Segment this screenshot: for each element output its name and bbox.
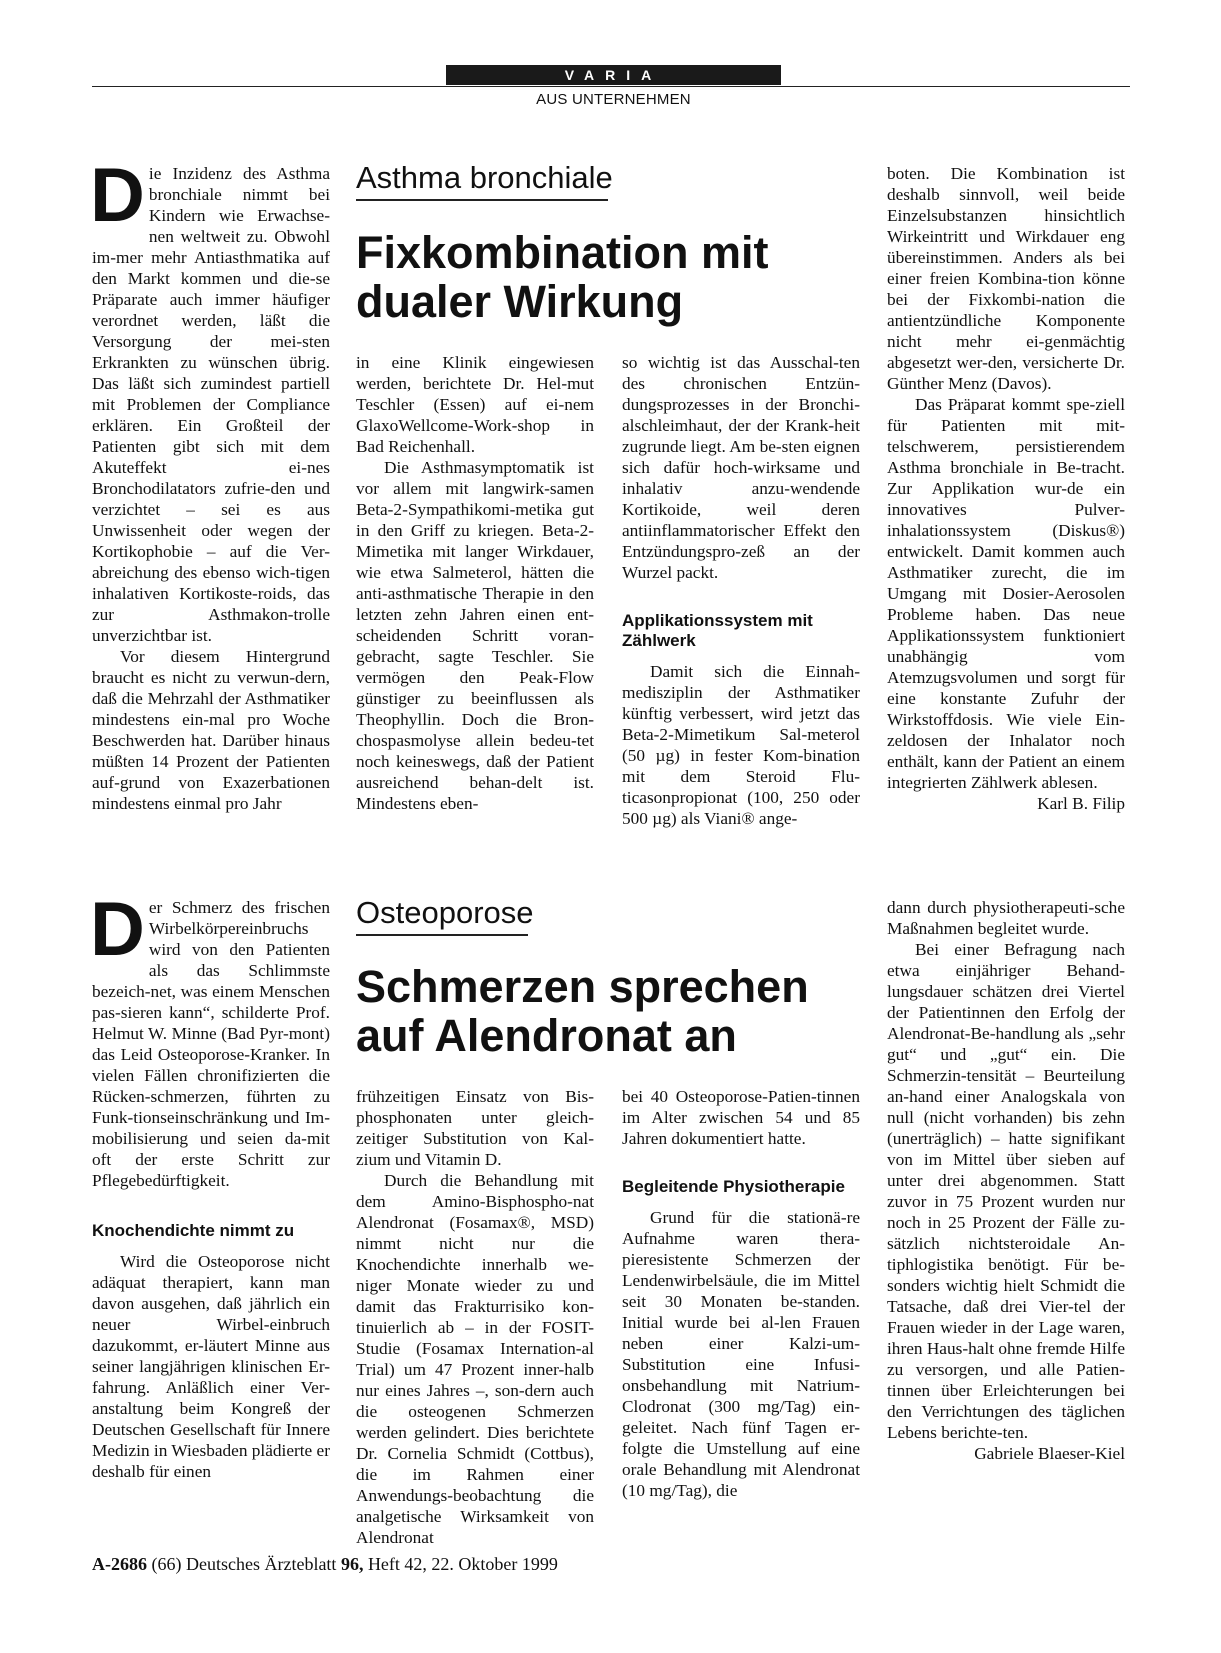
- article1-col2-paragraph2: Die Asthmasymptomatik ist vor allem mit langwirk-samen Beta-2-Sympathikomi-metika gut in den Griff zu kriegen. Beta-2-Mimetika mit langer Wirkdauer, wie etwa Salmeterol, hätten die anti-asthmatische Therapie in den letzten zehn Jahren einen ent-scheidenden Schritt voran-gebracht, sagte Teschler. Sie vermögen den Peak-Flow günstiger zu beeinflussen als Theophyllin. Doch die Bron-chospasmolyse allein bedeu-tet noch keineswegs, daß der Patient ausreichend behan-delt ist. Mindestens eben-: [356, 458, 594, 813]
- article2-subhead: Knochendichte nimmt zu: [92, 1221, 295, 1240]
- article1-col4-text: boten. Die Kombination ist deshalb sinnvoll, weil beide Einzelsubstanzen hinsichtlich Wirkeintritt und Wirkdauer eng übereinstimmen. Anders als bei einer freien Kombina-tion könne bei der Fixkombi-nation die antientzündliche Komponente nicht mehr ei-genmächtig abgesetzt wer-den, versicherte Dr. Günther Menz (Davos).: [887, 164, 1125, 393]
- article2-author: Gabriele Blaeser-Kiel: [974, 1444, 1125, 1463]
- footer-issue: Heft 42, 22. Oktober 1999: [367, 1554, 558, 1574]
- header-rule: [92, 86, 1130, 87]
- article2-column-4: [887, 897, 1125, 1464]
- article2-kicker-rule: [356, 934, 528, 936]
- section-bar: VARIA: [446, 65, 781, 85]
- article2-col3-text: bei 40 Osteoporose-Patien-tinnen im Alter zwischen 54 und 85 Jahren dokumentiert hatte.: [622, 1087, 860, 1148]
- article1-col3-text: so wichtig ist das Ausschal-ten des chronischen Entzün-dungsprozesses in der Bronchi-alschleimhaut, der der Krank-heit zugrunde liegt. Am be-sten eignen sich dafür hoch-wirksame und inhalativ anzu-wendende Kortikoide, weil deren antiinflammatorischer Effekt den Entzündungspro-zeß an der Wurzel packt.: [622, 353, 860, 582]
- article2-col4-paragraph2-text: Bei einer Befragung nach etwa einjähriger Behand-lungsdauer schätzen drei Viertel der Patientinnen den Erfolg der Alendronat-Be-handlung als „sehr gut“ und „gut“ ein. Die Schmerzin-tensität – Beurteilung an-hand einer Analogskala von null (nicht vorhanden) bis zehn (unerträglich) – hatte signifikant von im Mittel über sieben auf unter drei abgenommen. Statt zuvor in 75 Prozent wurden nur noch in 25 Prozent der Fälle zu-sätzlich nichtsteroidale An-tiphlogistika benötigt. Für be-sonders wichtig hielt Schmidt die Tatsache, daß drei Vier-tel der Frauen wieder in der Lage waren, ihren Haus-halt ohne fremde Hilfe zu versorgen, und alle Patien-tinnen über Erleichterungen bei den Verrichtungen des täglichen Lebens berichte-ten.: [887, 940, 1126, 1442]
- article1-col3-paragraph2: Damit sich die Einnah-medisziplin der Asthmatiker künftig verbessert, wird jetzt das Beta-2-Mimetikum Sal-meterol (50 µg) in fester Kom-bination mit dem Steroid Flu-ticasonpropionat (100, 250 oder 500 µg) als Viani® ange-: [622, 662, 860, 828]
- article2-dropcap: D: [90, 887, 145, 972]
- article1-kicker-rule: [356, 199, 608, 201]
- article2-column-3: [622, 1086, 860, 1501]
- article1-col1-paragraph2: Vor diesem Hintergrund braucht es nicht zu verwun-dern, daß die Mehrzahl der Asthmatiker mindestens ein-mal pro Woche Beschwerden hat. Darüber hinaus müßten 14 Prozent der Patienten auf-grund von Exazerbationen mindestens einmal pro Jahr: [92, 647, 330, 813]
- article1-author: Karl B. Filip: [1037, 794, 1125, 813]
- article2-headline: Schmerzen sprechen auf Alendronat an: [356, 961, 809, 1061]
- article1-column-1: [90, 153, 330, 814]
- article2-col3-paragraph2: Grund für die stationä-re Aufnahme waren thera-pieresistente Schmerzen der Lendenwirbelsäule, die im Mittel seit 30 Monaten be-standen. Initial wurde bei al-len Frauen neben einer Kalzi-um-Substitution eine Infusi-onsbehandlung mit Natrium-Clodronat (300 mg/Tag) ein-geleitet. Nach fünf Tagen er-folgte die Umstellung auf eine orale Behandlung mit Alendronat (10 mg/Tag), die: [622, 1208, 860, 1500]
- article1-column-4: [887, 163, 1125, 814]
- article1-column-2: [356, 352, 594, 814]
- article2-col4-paragraph2: [887, 939, 1126, 1463]
- article1-col4-paragraph2-text: Das Präparat kommt spe-ziell für Patienten mit mit-telschwerem, persistierendem Asthma bronchiale in Be-tracht. Zur Applikation wur-de ein innovatives Pulver-inhalationssystem (Diskus®) entwickelt. Damit kommen auch Asthmatiker zurecht, die im Umgang mit Dosier-Aerosolen Probleme haben. Das neue Applikationssystem funktioniert unabhängig vom Atemzugsvolumen und sorgt für eine konstante Zufuhr der Wirkstoffdosis. Wie viele Ein-zeldosen der Inhalator noch enthält, kann der Patient an einem integrierten Zählwerk ablesen.: [887, 395, 1125, 792]
- article1-col2-text: in eine Klinik eingewiesen werden, berichtete Dr. Hel-mut Teschler (Essen) auf ei-nem GlaxoWellcome-Work-shop in Bad Reichenhall.: [356, 353, 594, 456]
- article1-headline: Fixkombination mit dualer Wirkung: [356, 227, 769, 327]
- section-label: AUS UNTERNEHMEN: [536, 91, 691, 108]
- article2-column-1: [90, 887, 330, 1482]
- article2-col1-text: er Schmerz des frischen Wirbelkörpereinbruchs wird von den Patienten als das Schlimmste bezeich-net, was einem Menschen pas-sieren kann“, schilderte Prof. Helmut W. Minne (Bad Pyr-mont) das Leid Osteoporose-Kranker. In vielen Fällen chronifizierten die Rücken-schmerzen, führten zu Funk-tionseinschränkung und Im-mobilisierung und seien da-mit oft der erste Schritt zur Pflegebedürftigkeit.: [92, 898, 330, 1190]
- article1-col1-text: ie Inzidenz des Asthma bronchiale nimmt bei Kindern wie Erwachse-nen weltweit zu. Obwohl im-mer mehr Antiasthmatika auf den Markt kommen und die-se Präparate auch immer häufiger verordnet werden, läßt die Versorgung der mei-sten Erkrankten zu wünschen übrig. Das läßt sich zumindest partiell mit Problemen der Compliance erklären. Ein Großteil der Patienten gibt sich mit dem Akuteffekt ei-nes Bronchodilatators zufrie-den und verzichtet – sei es aus Unwissenheit oder wegen der Kortikophobie – auf die Ver-abreichung des ebenso wich-tigen inhalativen Kortikoste-roids, das zur Asthmakon-trolle unverzichtbar ist.: [92, 164, 330, 645]
- article1-dropcap: D: [90, 153, 145, 238]
- article2-col2-paragraph2: Durch die Behandlung mit dem Amino-Bisphospho-nat Alendronat (Fosamax®, MSD) nimmt nicht nur die Knochendichte innerhalb we-niger Monate wieder zu und damit das Frakturrisiko kon-tinuierlich ab – in der FOSIT-Studie (Fosamax Internation-al Trial) um 47 Prozent inner-halb nur eines Jahres –, son-dern auch die osteogenen Schmerzen werden gelindert. Dies berichtete Dr. Cornelia Schmidt (Cottbus), die im Rahmen einer Anwendungs-beobachtung die analgetische Wirksamkeit von Alendronat: [356, 1171, 594, 1547]
- page-footer: [92, 1554, 558, 1575]
- article2-col1-paragraph2: Wird die Osteoporose nicht adäquat therapiert, kann man davon ausgehen, daß jährlich ein neuer Wirbel-einbruch dazukommt, er-läutert Minne aus seiner langjährigen klinischen Er-fahrung. Anläßlich einer Ver-anstaltung beim Kongreß der Deutschen Gesellschaft für Innere Medizin in Wiesbaden plädierte er deshalb für einen: [92, 1252, 330, 1481]
- article1-col4-paragraph2: [887, 394, 1125, 813]
- footer-volume: 96,: [340, 1554, 364, 1574]
- page-number: A-2686: [92, 1554, 147, 1574]
- article2-kicker: Osteoporose: [356, 895, 534, 930]
- article1-subhead: Applikationssystem mit Zählwerk: [622, 611, 813, 650]
- footer-citation: (66) Deutsches Ärzteblatt: [151, 1554, 337, 1574]
- article1-column-3: [622, 352, 860, 829]
- article1-kicker: Asthma bronchiale: [356, 160, 613, 195]
- article2-col2-text: frühzeitigen Einsatz von Bis-phosphonaten unter gleich-zeitiger Substitution von Kal-zium und Vitamin D.: [356, 1087, 594, 1169]
- article2-col3-subhead: Begleitende Physiotherapie: [622, 1177, 845, 1196]
- article2-col4-text: dann durch physiotherapeuti-sche Maßnahmen begleitet wurde.: [887, 898, 1125, 938]
- article2-column-2: [356, 1086, 594, 1548]
